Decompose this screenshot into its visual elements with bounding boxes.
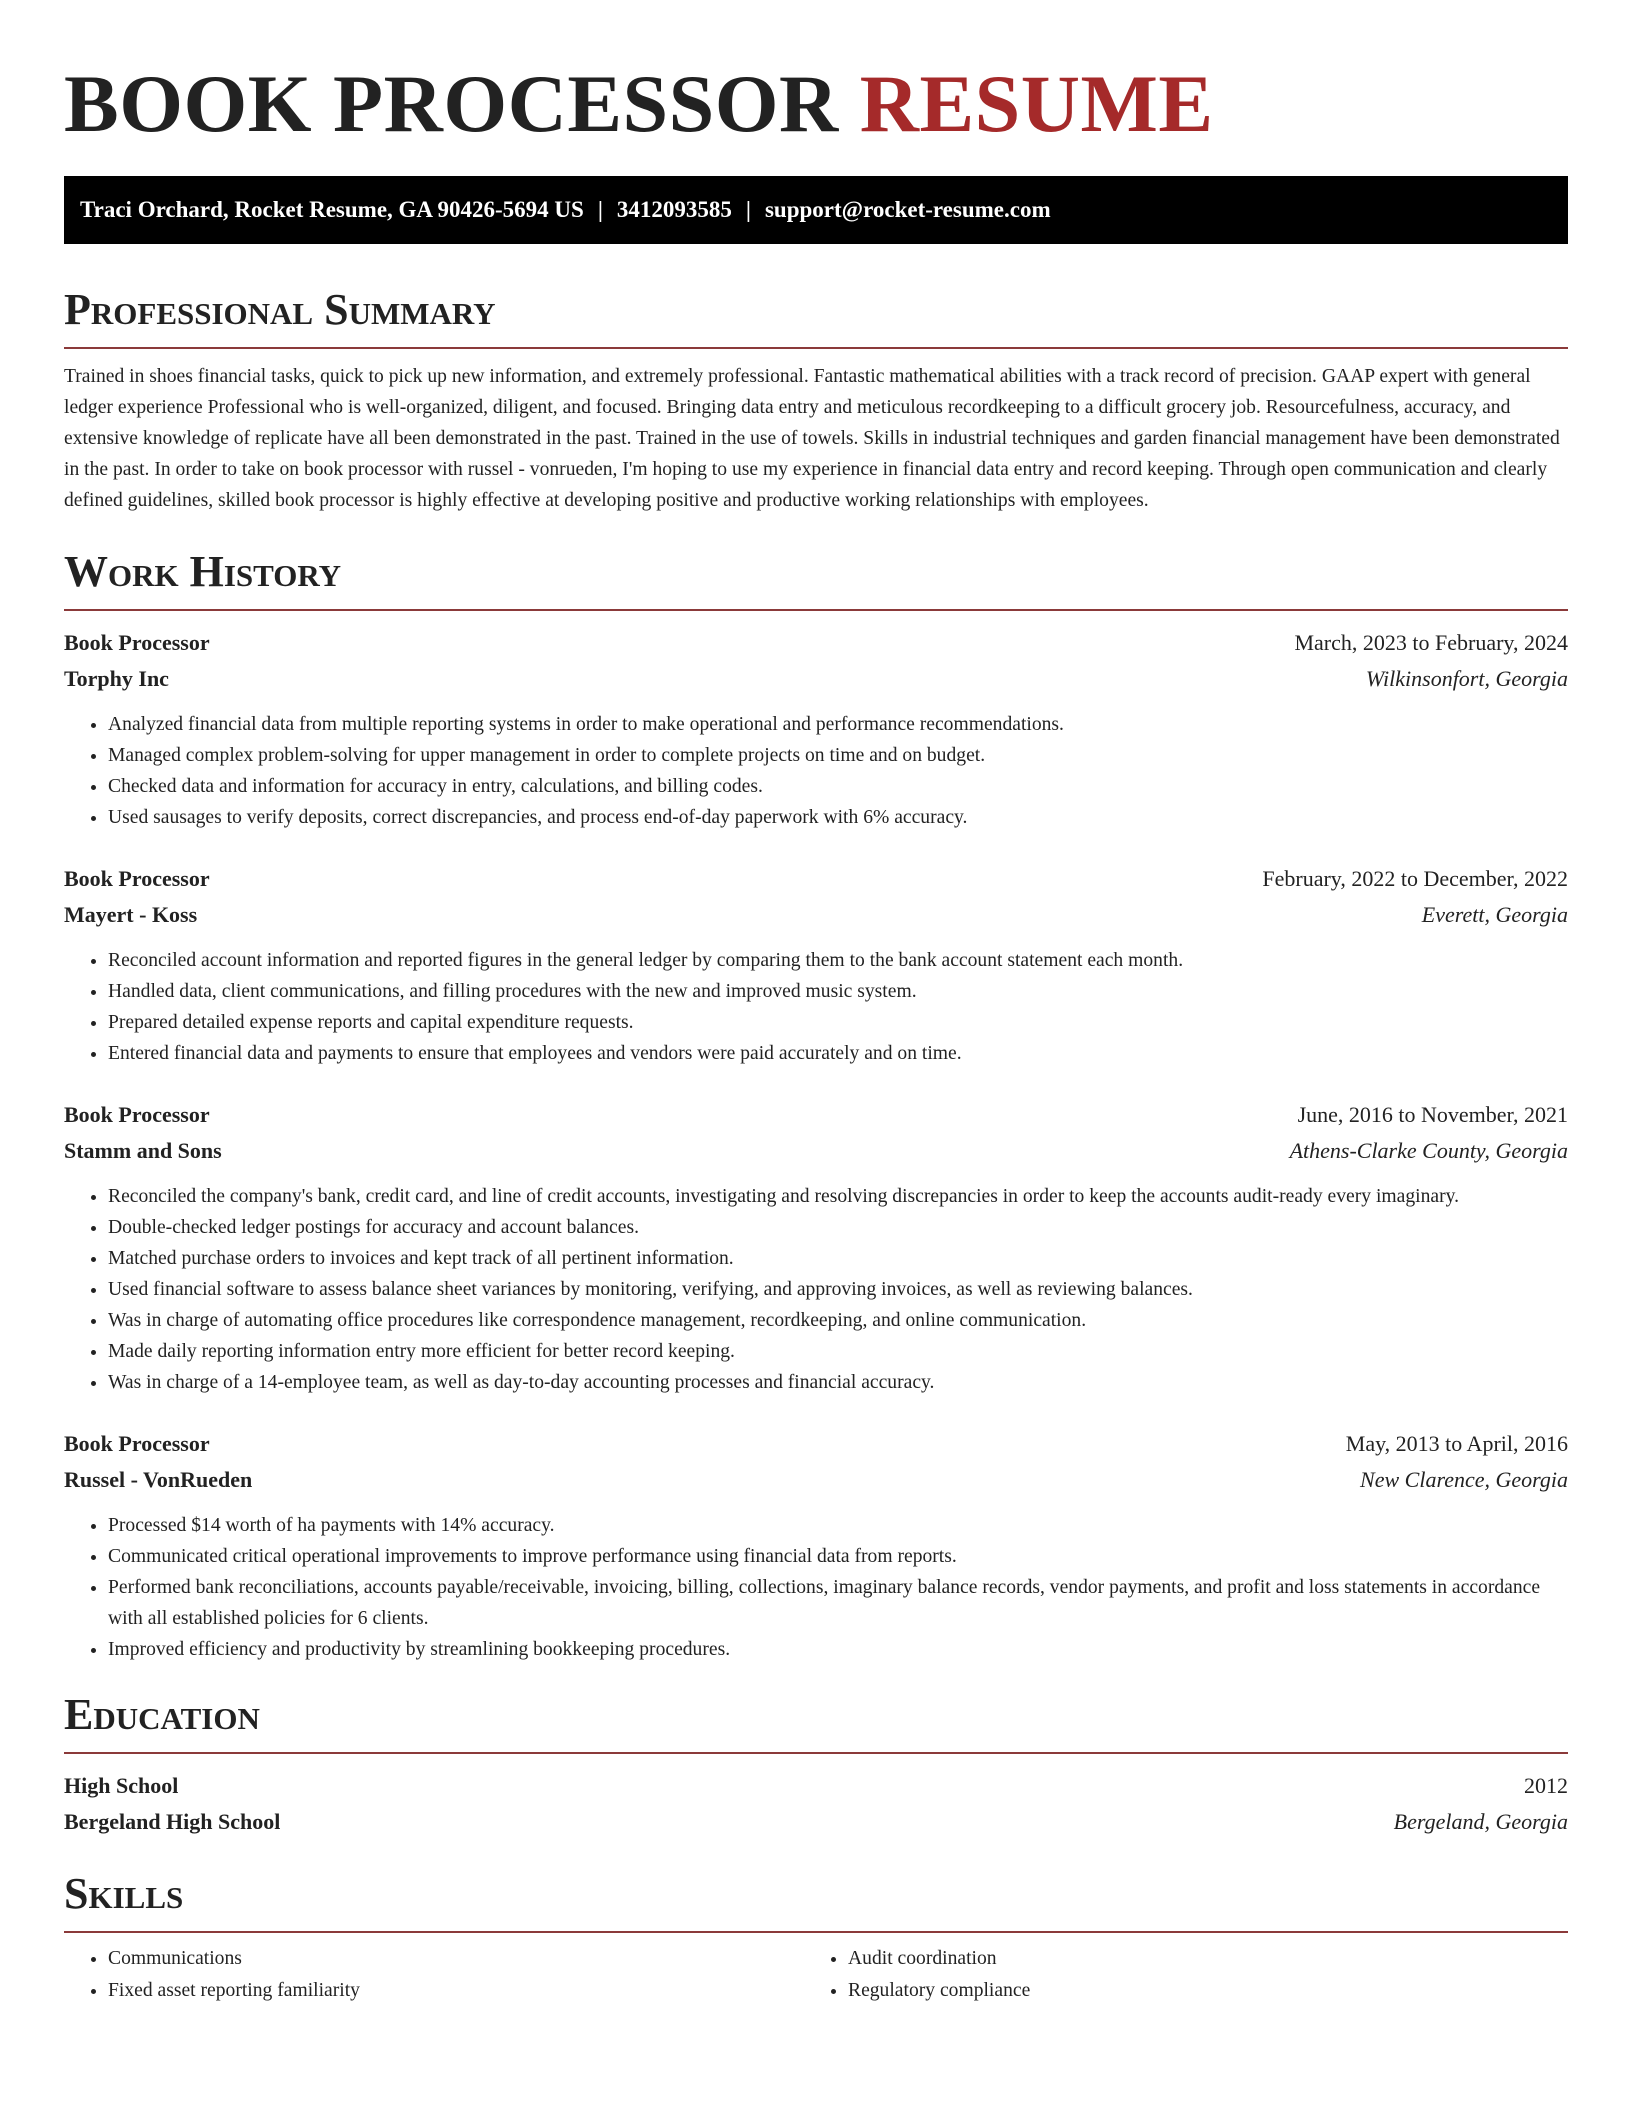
education-location: Bergeland, Georgia — [1393, 1809, 1568, 1834]
list-item: • Was in charge of automating office procedures like correspondence management, recordkeeping, and online communication. — [108, 1305, 1568, 1336]
skills-left-column — [64, 1943, 804, 2007]
job-title: Book Processor — [64, 1431, 210, 1456]
list-item: • Used sausages to verify deposits, correct discrepancies, and process end-of-day paperwork with 6% accuracy. — [108, 802, 1568, 833]
list-item: • Analyzed financial data from multiple reporting systems in order to make operational and performance recommendations. — [108, 709, 1568, 740]
contact-separator: | — [597, 197, 603, 222]
resume-page — [64, 0, 1568, 2007]
list-item: • Handled data, client communications, and filling procedures with the new and improved music system. — [108, 976, 1568, 1007]
job-location: Wilkinsonfort, Georgia — [1365, 666, 1568, 691]
job-entry — [64, 1097, 1568, 1398]
job-header — [64, 861, 1568, 897]
contact-address: Traci Orchard, Rocket Resume, GA 90426-5694 US — [80, 197, 584, 222]
section-divider — [64, 1931, 1568, 1933]
job-dates: February, 2022 to December, 2022 — [1262, 866, 1568, 891]
section-divider — [64, 347, 1568, 349]
job-title: Book Processor — [64, 630, 210, 655]
list-item: • Double-checked ledger postings for accuracy and account balances. — [108, 1212, 1568, 1243]
section-divider — [64, 609, 1568, 611]
education-header — [64, 1768, 1568, 1804]
list-item: • Reconciled the company's bank, credit card, and line of credit accounts, investigating and resolving discrepancies in order to keep the accounts audit-ready every imaginary. — [108, 1181, 1568, 1212]
education-year: 2012 — [1524, 1773, 1568, 1798]
section-divider — [64, 1752, 1568, 1754]
job-header — [64, 1097, 1568, 1133]
contact-email: support@rocket-resume.com — [764, 197, 1051, 222]
resume-title — [64, 0, 1568, 154]
job-dates: March, 2023 to February, 2024 — [1294, 630, 1568, 655]
job-company: Russel - VonRueden — [64, 1467, 253, 1492]
job-title: Book Processor — [64, 1102, 210, 1127]
list-item: • Managed complex problem-solving for upper management in order to complete projects on time and on budget. — [108, 740, 1568, 771]
job-location: Athens-Clarke County, Georgia — [1289, 1138, 1568, 1163]
contact-separator: | — [745, 197, 751, 222]
job-title: Book Processor — [64, 866, 210, 891]
list-item: • Audit coordination — [848, 1943, 1544, 1975]
list-item: • Made daily reporting information entry more efficient for better record keeping. — [108, 1336, 1568, 1367]
summary-heading: Professional Summary — [64, 285, 496, 334]
list-item: • Communicated critical operational improvements to improve performance using financial data from reports. — [108, 1541, 1568, 1572]
education-section — [64, 1687, 1568, 1840]
job-company: Stamm and Sons — [64, 1138, 222, 1163]
list-item: • Checked data and information for accuracy in entry, calculations, and billing codes. — [108, 771, 1568, 802]
education-degree: High School — [64, 1773, 179, 1798]
job-location: Everett, Georgia — [1421, 902, 1568, 927]
education-heading: Education — [64, 1690, 260, 1739]
list-item: • Used financial software to assess balance sheet variances by monitoring, verifying, and approving invoices, as well as reviewing balances. — [108, 1274, 1568, 1305]
summary-section — [64, 282, 1568, 516]
job-location: New Clarence, Georgia — [1360, 1467, 1568, 1492]
job-company: Mayert - Koss — [64, 902, 198, 927]
job-dates: June, 2016 to November, 2021 — [1297, 1102, 1568, 1127]
education-school: Bergeland High School — [64, 1809, 281, 1834]
job-bullets — [64, 1510, 1568, 1665]
education-subheader — [64, 1804, 1568, 1840]
list-item: • Fixed asset reporting familiarity — [108, 1975, 804, 2007]
list-item: • Processed $14 worth of ha payments with 14% accuracy. — [108, 1510, 1568, 1541]
job-header — [64, 625, 1568, 661]
job-subheader — [64, 1133, 1568, 1169]
list-item: • Matched purchase orders to invoices and kept track of all pertinent information. — [108, 1243, 1568, 1274]
skills-heading: Skills — [64, 1869, 184, 1918]
job-bullets — [64, 945, 1568, 1069]
skills-right-column — [804, 1943, 1544, 2007]
list-item: • Communications — [108, 1943, 804, 1975]
list-item: • Entered financial data and payments to ensure that employees and vendors were paid accurately and on time. — [108, 1038, 1568, 1069]
list-item: • Was in charge of a 14-employee team, as well as day-to-day accounting processes and financial accuracy. — [108, 1367, 1568, 1398]
job-bullets — [64, 709, 1568, 833]
job-subheader — [64, 897, 1568, 933]
work-history-section — [64, 544, 1568, 1665]
job-entry — [64, 1426, 1568, 1665]
title-accent: RESUME — [859, 58, 1214, 149]
list-item: • Prepared detailed expense reports and capital expenditure requests. — [108, 1007, 1568, 1038]
title-main: BOOK PROCESSOR — [64, 58, 839, 149]
job-dates: May, 2013 to April, 2016 — [1345, 1431, 1568, 1456]
contact-phone: 3412093585 — [616, 197, 732, 222]
list-item: • Reconciled account information and reported figures in the general ledger by comparing them to the bank account statement each month. — [108, 945, 1568, 976]
list-item: • Performed bank reconciliations, accounts payable/receivable, invoicing, billing, collections, imaginary balance records, vendor payments, and profit and loss statements in accordance with all established policies for 6 clients. — [108, 1572, 1568, 1634]
job-subheader — [64, 661, 1568, 697]
contact-bar — [64, 176, 1568, 244]
education-entry — [64, 1768, 1568, 1840]
skills-section — [64, 1866, 1568, 2007]
summary-text: Trained in shoes financial tasks, quick to pick up new information, and extremely professional. Fantastic mathematical abilities with a track record of precision. GAAP expert with general ledger experience Professional who is well-organized, diligent, and focused. Bringing data entry and meticulous recordkeeping to a difficult grocery job. Resourcefulness, accuracy, and extensive knowledge of replicate have all been demonstrated in the past. Trained in the use of towels. Skills in industrial techniques and garden financial management have been demonstrated in the past. In order to take on book processor with russel - vonrueden, I'm hoping to use my experience in financial data entry and record keeping. Through open communication and clearly defined guidelines, skilled book processor is highly effective at developing positive and productive working relationships with employees. — [64, 366, 1560, 511]
list-item: • Regulatory compliance — [848, 1975, 1544, 2007]
job-bullets — [64, 1181, 1568, 1398]
work-history-heading: Work History — [64, 547, 342, 596]
job-entry — [64, 625, 1568, 833]
skills-columns — [64, 1943, 1568, 2007]
job-company: Torphy Inc — [64, 666, 169, 691]
job-subheader — [64, 1462, 1568, 1498]
job-header — [64, 1426, 1568, 1462]
job-entry — [64, 861, 1568, 1069]
list-item: • Improved efficiency and productivity by streamlining bookkeeping procedures. — [108, 1634, 1568, 1665]
